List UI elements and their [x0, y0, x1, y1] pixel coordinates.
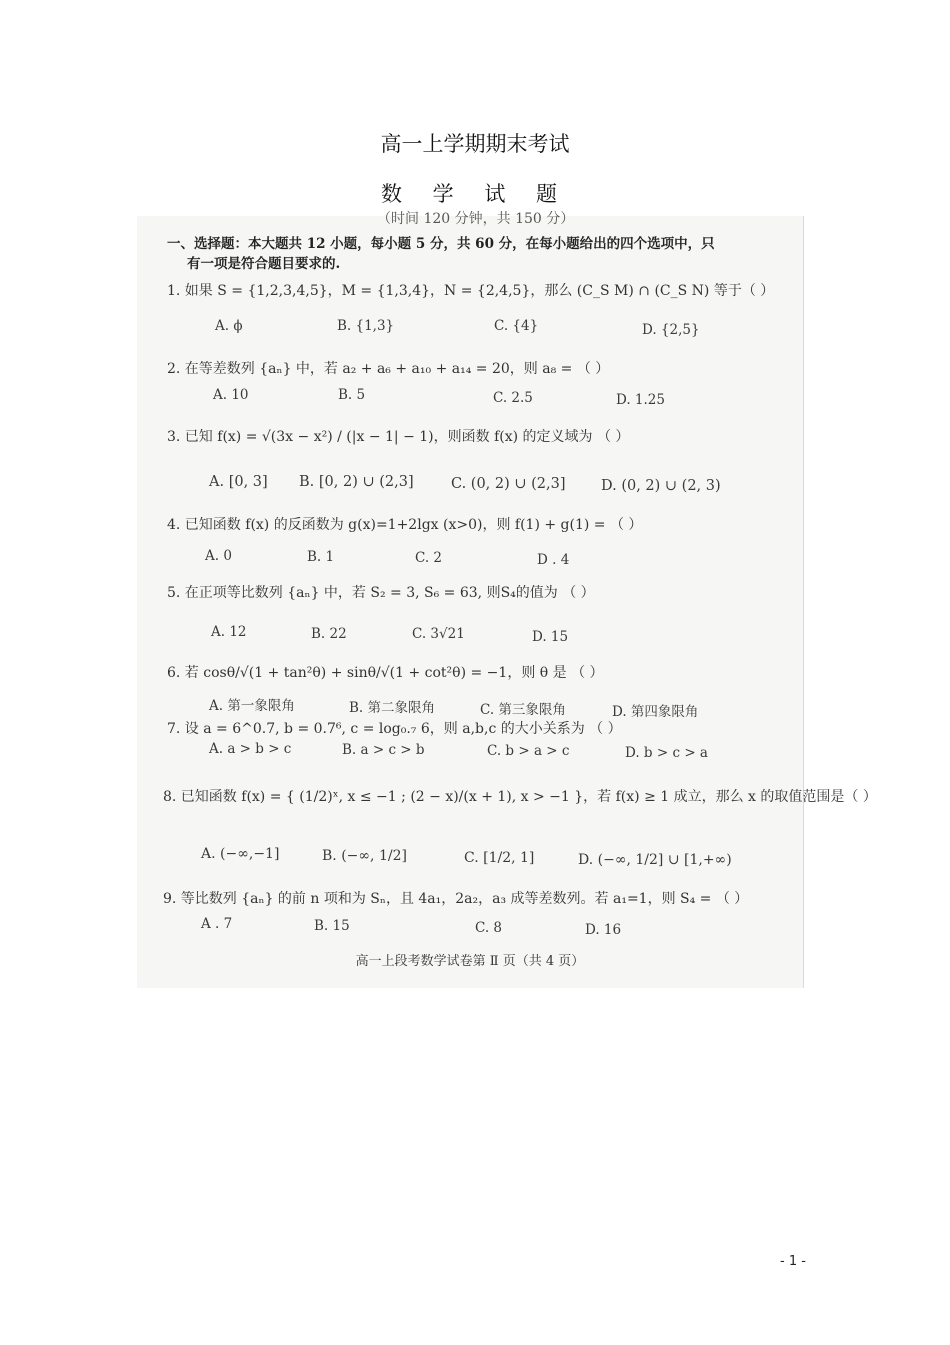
question-3-option-b: B. [0, 2) ∪ (2,3] [299, 474, 414, 490]
question-1-option-d: D. {2,5} [642, 322, 700, 338]
section-instructions-line2: 有一项是符合题目要求的. [187, 256, 341, 272]
question-8-stem: 8. 已知函数 f(x) = { (1/2)ˣ, x ≤ −1 ; (2 − x)/(x + 1), x > −1 }，若 f(x) ≥ 1 成立，那么 x 的取值范围是（ ） [163, 789, 877, 805]
question-3-option-d: D. (0, 2) ∪ (2, 3) [601, 478, 721, 494]
question-6-option-d: D. 第四象限角 [612, 704, 699, 720]
page-title: 高一上学期期末考试 [380, 132, 570, 156]
question-9-option-b: B. 15 [314, 918, 350, 934]
question-2-option-c: C. 2.5 [493, 390, 533, 406]
question-1-stem: 1. 如果 S = {1,2,3,4,5}，M = {1,3,4}，N = {2,4,5}，那么 (C_S M) ∩ (C_S N) 等于（ ） [167, 283, 775, 299]
question-7-option-a: A. a > b > c [209, 741, 292, 757]
question-9-option-d: D. 16 [585, 922, 622, 938]
question-5-option-b: B. 22 [311, 626, 347, 642]
question-2-option-d: D. 1.25 [616, 392, 665, 408]
question-1-option-b: B. {1,3} [337, 318, 395, 334]
scanned-exam-image [137, 211, 877, 988]
question-8-option-b: B. (−∞, 1/2] [322, 848, 407, 864]
question-5-option-d: D. 15 [532, 629, 569, 645]
question-1-option-c: C. {4} [494, 318, 539, 334]
page-number: - 1 - [780, 1254, 806, 1269]
question-3-option-a: A. [0, 3] [209, 474, 268, 490]
question-4-option-d: D . 4 [537, 552, 570, 568]
scan-header-cut: （时间 120 分钟，共 150 分） [377, 211, 575, 227]
question-1-option-a: A. ϕ [215, 318, 243, 334]
question-9-stem: 9. 等比数列 {aₙ} 的前 n 项和为 Sₙ，且 4a₁，2a₂，a₃ 成等差数列。若 a₁=1，则 S₄ = （ ） [163, 891, 749, 907]
question-9-option-a: A . 7 [201, 916, 233, 932]
question-6-option-a: A. 第一象限角 [209, 698, 295, 714]
question-7-option-c: C. b > a > c [487, 743, 570, 759]
section-instructions-line1: 一、选择题：本大题共 12 小题，每小题 5 分，共 60 分，在每小题给出的四个选项中，只 [167, 236, 715, 252]
question-6-option-b: B. 第二象限角 [349, 700, 436, 716]
question-9-option-c: C. 8 [475, 920, 503, 936]
question-8-option-a: A. (−∞,−1] [201, 846, 280, 862]
question-5-stem: 5. 在正项等比数列 {aₙ} 中，若 S₂ = 3, S₆ = 63, 则S₄的值为 （ ） [167, 585, 595, 601]
scan-footer: 高一上段考数学试卷第 Ⅱ 页（共 4 页） [355, 954, 585, 969]
question-8-option-c: C. [1/2, 1] [464, 850, 535, 866]
question-4-option-b: B. 1 [307, 549, 335, 565]
question-2-stem: 2. 在等差数列 {aₙ} 中，若 a₂ + a₆ + a₁₀ + a₁₄ = 20，则 a₈ = （ ） [167, 361, 610, 377]
question-3-option-c: C. (0, 2) ∪ (2,3] [451, 476, 566, 492]
question-4-option-c: C. 2 [415, 550, 443, 566]
page-subtitle: 数 学 试 题 [380, 182, 570, 206]
question-7-option-b: B. a > c > b [342, 742, 425, 758]
question-6-stem: 6. 若 cosθ/√(1 + tan²θ) + sinθ/√(1 + cot²θ) = −1，则 θ 是 （ ） [167, 665, 604, 681]
question-8-option-d: D. (−∞, 1/2] ∪ [1,+∞) [578, 852, 732, 868]
question-5-option-c: C. 3√21 [412, 626, 465, 642]
question-6-option-c: C. 第三象限角 [480, 702, 566, 718]
question-7-stem: 7. 设 a = 6^0.7, b = 0.7⁶, c = log₀.₇ 6，则 a,b,c 的大小关系为 （ ） [167, 721, 622, 737]
question-4-stem: 4. 已知函数 f(x) 的反函数为 g(x)=1+2lgx (x>0)，则 f(1) + g(1) = （ ） [167, 517, 643, 533]
question-2-option-a: A. 10 [213, 387, 249, 403]
question-3-stem: 3. 已知 f(x) = √(3x − x²) / (|x − 1| − 1)，则函数 f(x) 的定义域为 （ ） [167, 429, 630, 445]
question-5-option-a: A. 12 [211, 624, 247, 640]
question-2-option-b: B. 5 [338, 387, 366, 403]
question-7-option-d: D. b > c > a [625, 745, 708, 761]
question-4-option-a: A. 0 [205, 548, 232, 564]
